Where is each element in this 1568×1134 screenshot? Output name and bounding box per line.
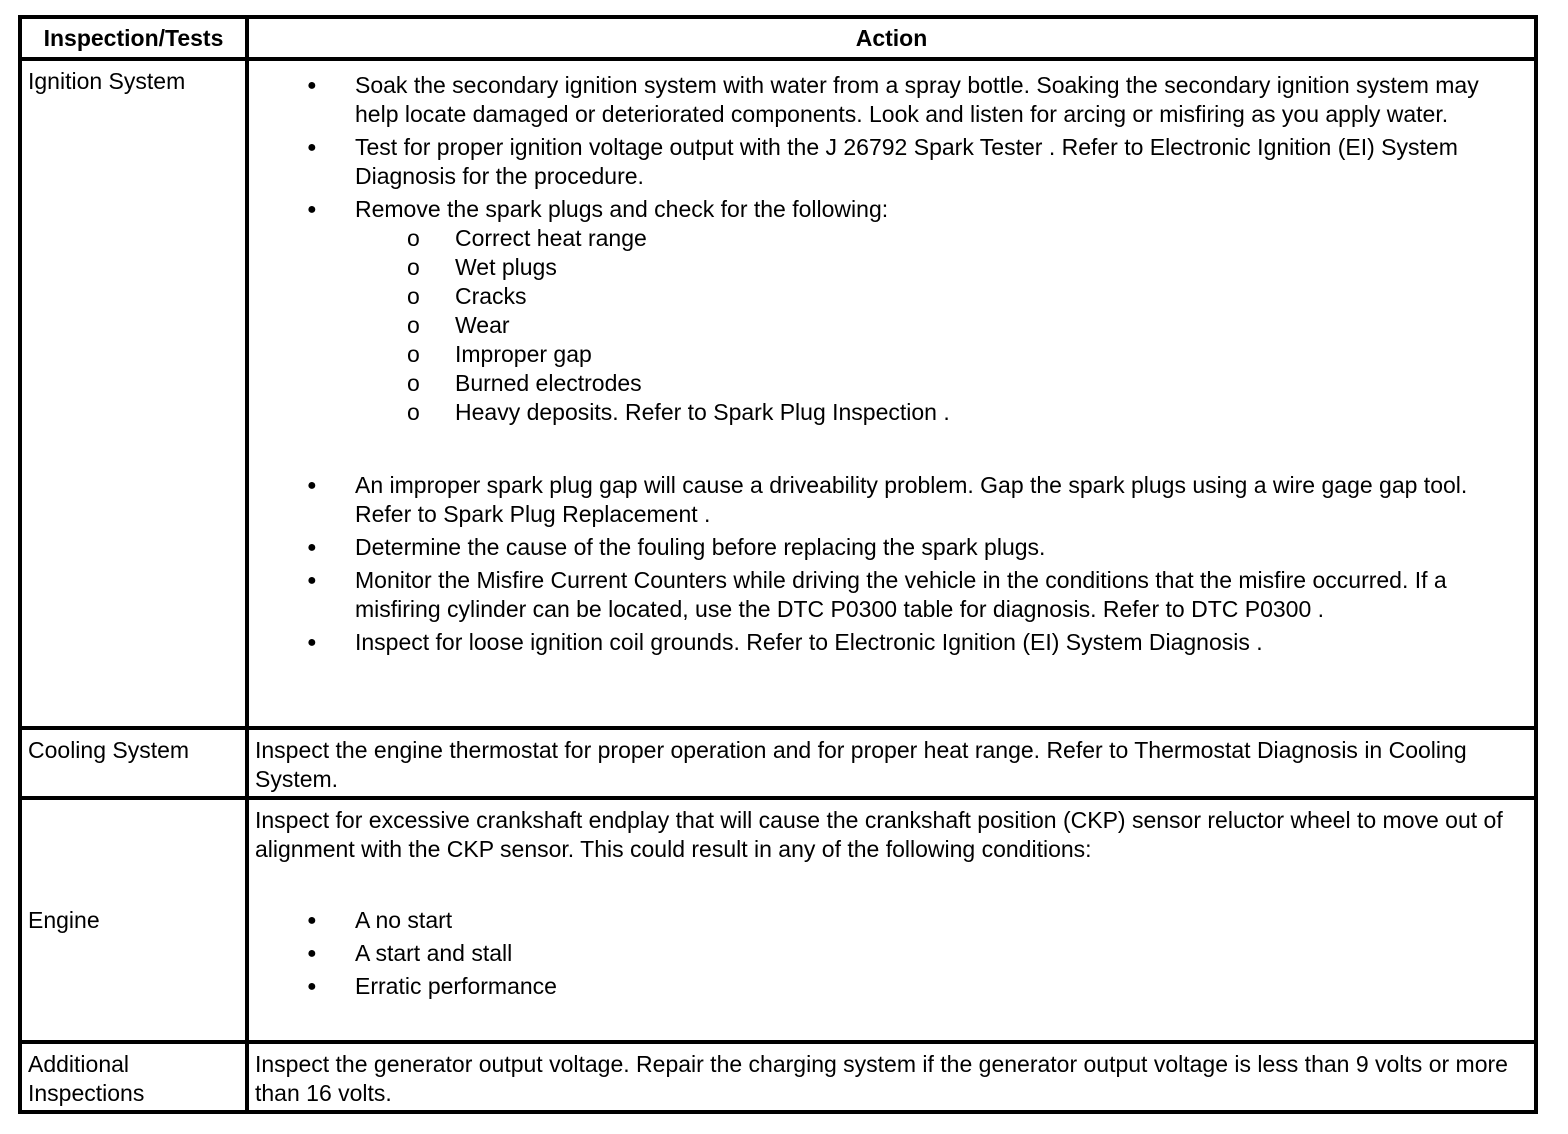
bullet-icon: ● [307,201,317,218]
bullet-icon: ● [307,77,317,94]
list-item: ● Monitor the Misfire Current Counters while driving the vehicle in the conditions that the misfire occurred. If a misfiring cylinder can be located, use the DTC P0300 table for diagnosis. Refer to DTC P0300 . [307,567,1447,622]
list-item: ● An improper spark plug gap will cause a driveability problem. Gap the spark plugs using a wire gage gap tool. Refer to Spark Plug Replacement . [307,472,1468,527]
sub-list-item: o Burned electrodes [407,370,642,396]
list-item: ● Remove the spark plugs and check for the following: o Correct heat range o Wet plugs o Cracks o Wear o Improper gap o Burned electrodes o Heavy deposits. Refer to Spark Plug Inspection . [249,195,1534,427]
ignition-action-cell [247,59,1536,728]
sub-list-item: o Wet plugs [407,254,557,280]
list-item: ● A no start [307,907,453,933]
additional-action-text: Inspect the generator output voltage. Repair the charging system if the generator output voltage is less than 9 volts or more than 16 volts. [255,1051,1508,1106]
circle-bullet-icon: o [407,370,420,396]
ignition-bullets-b [249,471,1534,657]
header-row [20,17,1536,59]
table-row-ignition [20,59,1536,728]
bullet-icon: ● [307,572,317,589]
cooling-label-cell [20,728,247,798]
cooling-label: Cooling System [28,737,190,763]
bullet-icon: ● [307,945,317,962]
header-action: Action [247,17,1536,59]
bullet-icon: ● [307,139,317,156]
list-item: ● Determine the cause of the fouling before replacing the spark plugs. [307,534,1046,560]
header-inspection-tests: Inspection/Tests [20,17,247,59]
additional-action-cell [247,1042,1536,1112]
table-row-engine [20,798,1536,1042]
bullet-icon: ● [307,477,317,494]
bullet-icon: ● [307,912,317,929]
circle-bullet-icon: o [407,341,420,367]
additional-label-cell [20,1042,247,1112]
engine-action-text: Inspect for excessive crankshaft endplay that will cause the crankshaft position (CKP) sensor reluctor wheel to move out of alignment with the CKP sensor. This could result in any of the following conditions: [255,807,1503,862]
cooling-action-cell [247,728,1536,798]
list-item: ● Erratic performance [307,973,557,999]
list-item: ● Soak the secondary ignition system with water from a spray bottle. Soaking the secondary ignition system may help locate damaged or deteriorated components. Look and listen for arcing or misfiring as you apply water. [307,72,1479,127]
bullet-icon: ● [307,634,317,651]
ignition-label: Ignition System [28,68,186,94]
bullet-icon: ● [307,978,317,995]
engine-action-cell [247,798,1536,1042]
ignition-label-cell [20,59,247,728]
circle-bullet-icon: o [407,399,420,425]
sub-list-item: o Wear [407,312,510,338]
inspection-table [18,15,1538,1114]
table-row-cooling [20,728,1536,798]
spark-plug-checklist [355,224,1528,427]
ignition-bullets-a [249,71,1534,427]
circle-bullet-icon: o [407,283,420,309]
sub-list-item: o Improper gap [407,341,592,367]
engine-label: Engine [28,906,100,933]
circle-bullet-icon: o [407,225,420,251]
additional-label: Additional Inspections [28,1051,145,1106]
sub-list-item: o Heavy deposits. Refer to Spark Plug Inspection . [407,399,950,425]
circle-bullet-icon: o [407,312,420,338]
cooling-action-text: Inspect the engine thermostat for proper operation and for proper heat range. Refer to Thermostat Diagnosis in Cooling System. [255,737,1467,792]
sub-list-item: o Cracks [407,283,527,309]
list-item: ● A start and stall [307,940,513,966]
bullet-icon: ● [307,539,317,556]
table-row-additional [20,1042,1536,1112]
list-item: ● Test for proper ignition voltage output with the J 26792 Spark Tester . Refer to Electronic Ignition (EI) System Diagnosis for the procedure. [307,134,1458,189]
circle-bullet-icon: o [407,254,420,280]
engine-label-cell [20,798,247,1042]
engine-conditions [249,906,1534,1001]
sub-list-item: o Correct heat range [407,225,647,251]
list-item: ● Inspect for loose ignition coil grounds. Refer to Electronic Ignition (EI) System Diagnosis . [307,629,1263,655]
